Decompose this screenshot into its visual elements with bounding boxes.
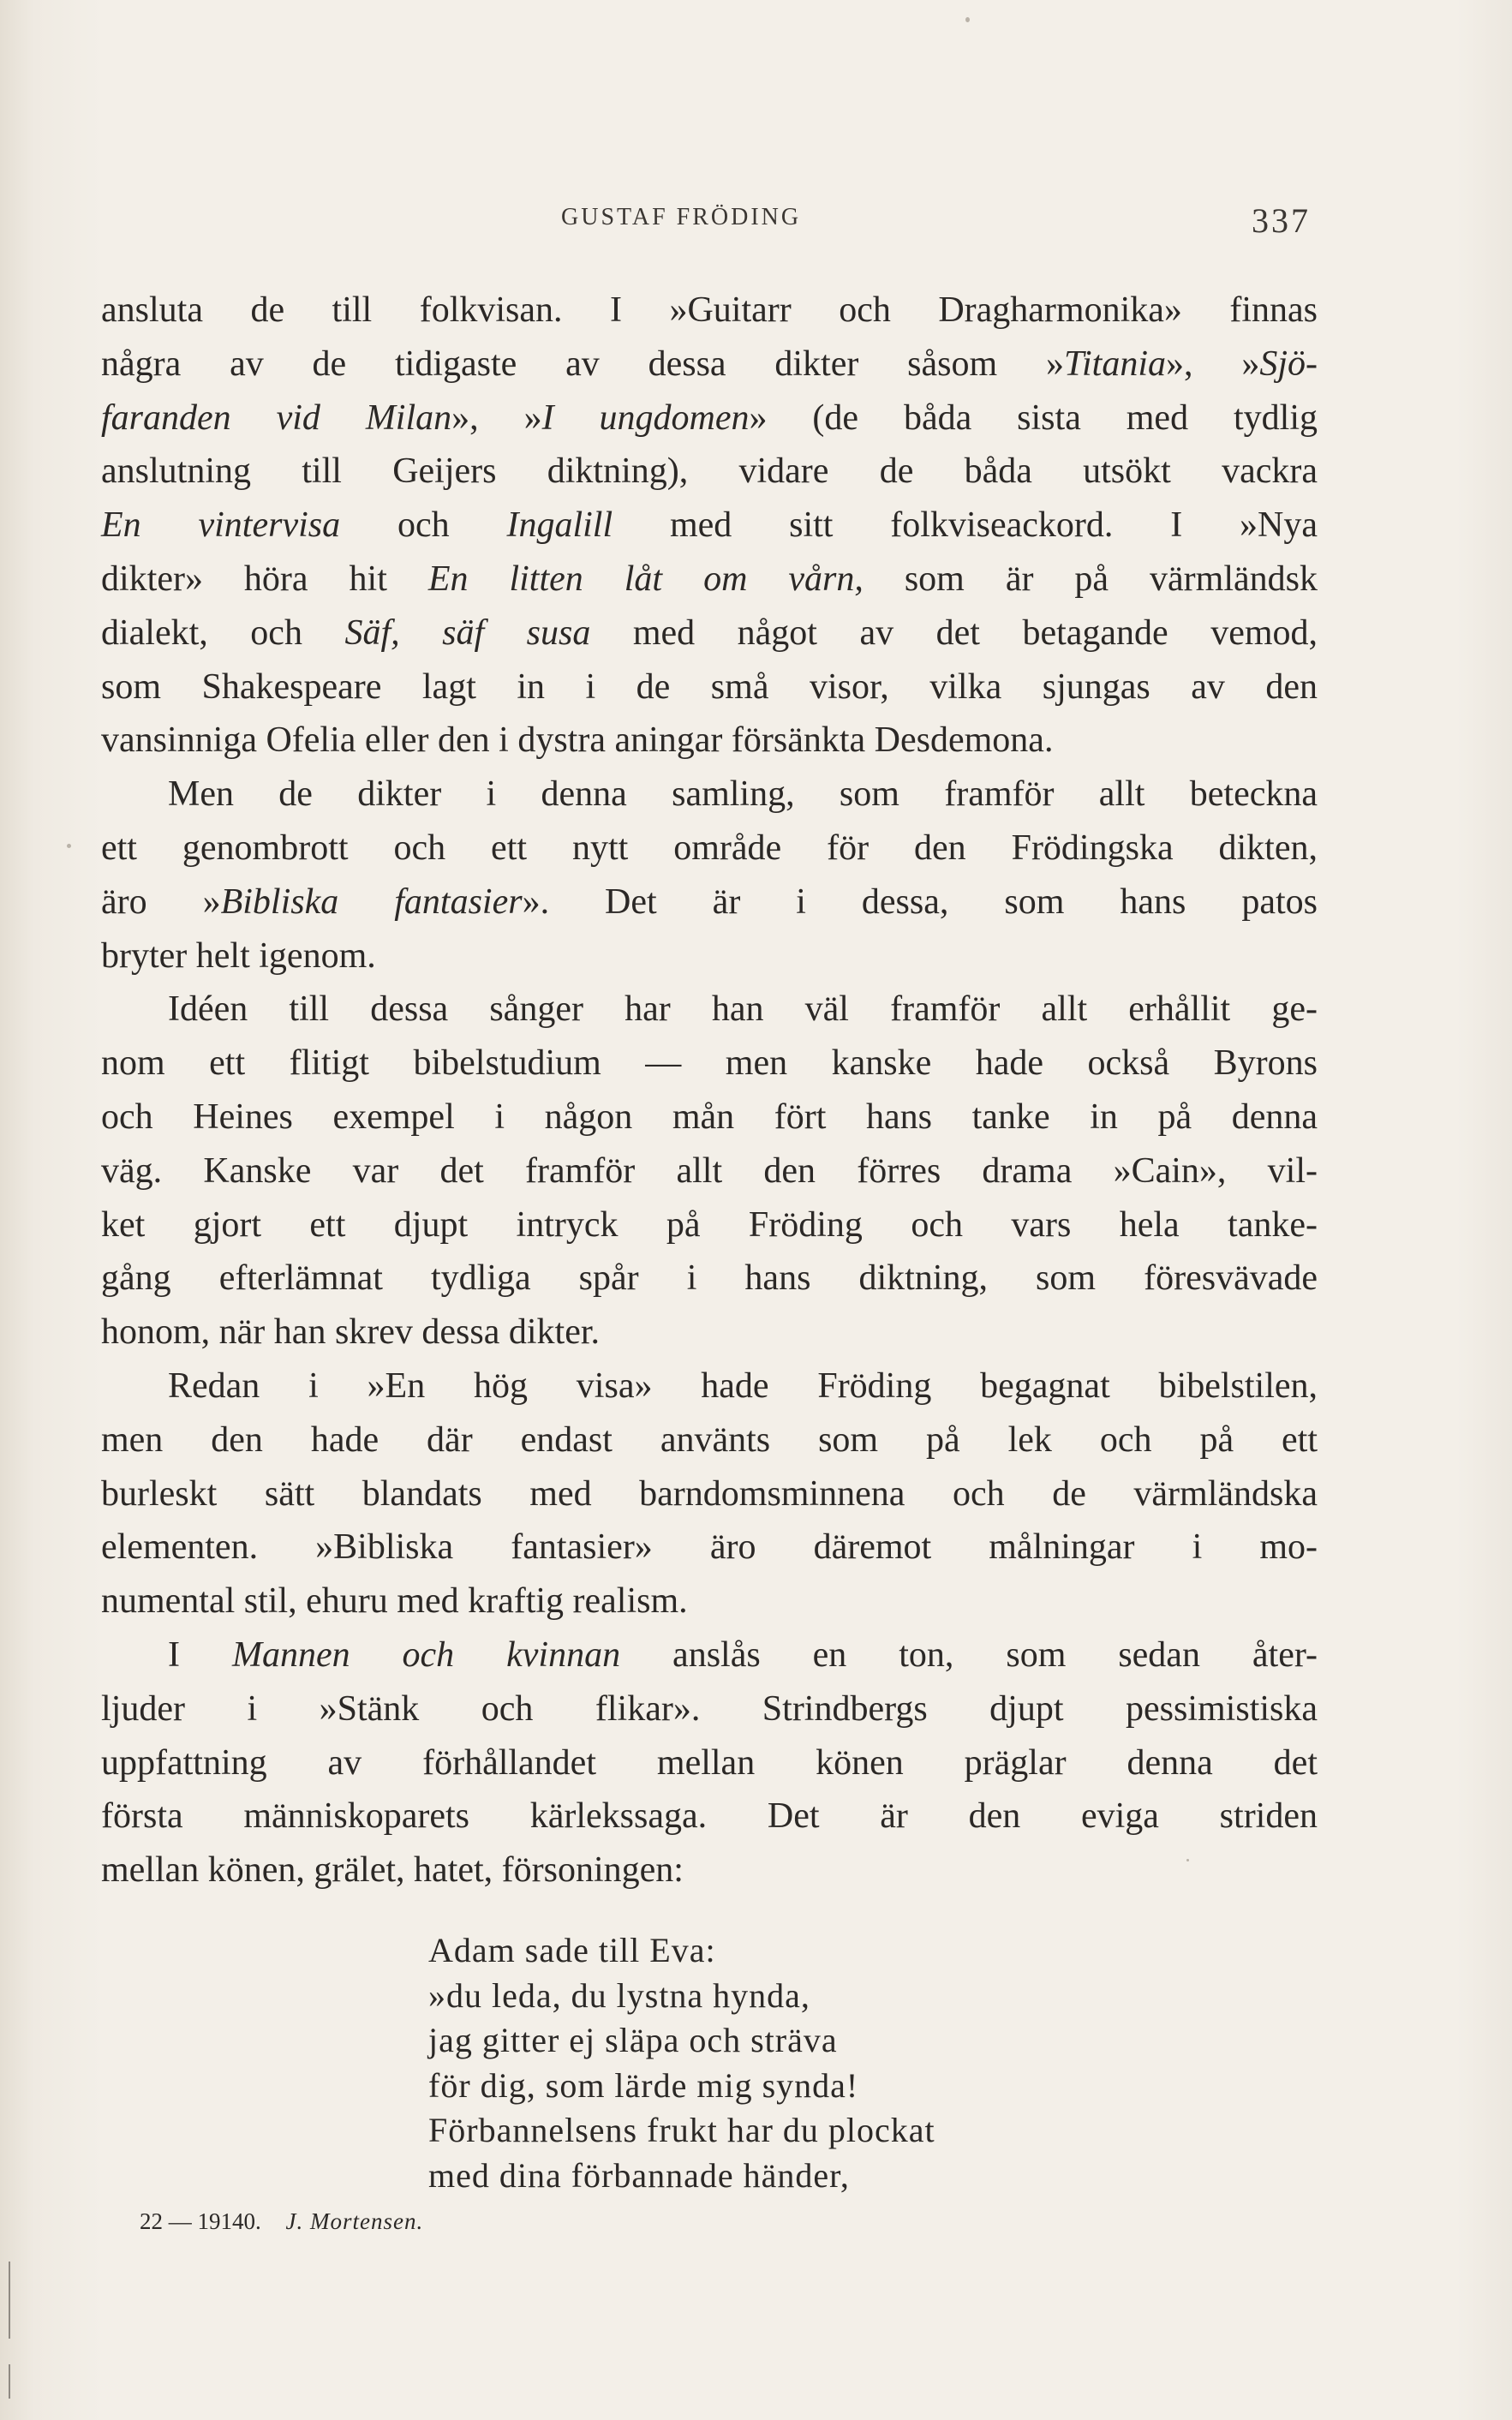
poem-line: för dig, som lärde mig synda!: [428, 2065, 859, 2105]
text-line: numental stil, ehuru med kraftig realism.: [101, 1581, 688, 1622]
text-line: nom ett flitigt bibelstudium — men kanske hade också Byrons: [101, 1043, 1318, 1084]
page-footer: [140, 2208, 423, 2235]
text-line: och Heines exempel i någon mån fört hans tanke in på denna: [101, 1096, 1318, 1137]
text-line: Men de dikter i denna samling, som framför allt beteckna: [168, 774, 1318, 815]
page-header: [557, 201, 1311, 255]
body-text: [101, 284, 1318, 1897]
text-line: väg. Kanske var det framför allt den förres drama »Cain», vil-: [101, 1150, 1318, 1191]
signature-mark: 22 — 19140.: [140, 2208, 261, 2234]
paragraph: [101, 1359, 1318, 1628]
poem-line: Förbannelsens frukt har du plockat: [428, 2111, 935, 2149]
page-number: 337: [1252, 201, 1311, 240]
running-title: GUSTAF FRÖDING: [561, 204, 802, 230]
text-line: ansluta de till folkvisan. I »Guitarr och Dragharmonika» finnas: [101, 290, 1318, 330]
poem-line: Adam sade till Eva:: [428, 1931, 716, 1969]
text-line: anslutning till Geijers diktning), vidare de båda utsökt vackra: [101, 451, 1318, 492]
printer-name: J. Mortensen.: [285, 2208, 424, 2234]
text-line: uppfattning av förhållandet mellan könen präglar denna det: [101, 1742, 1318, 1783]
text-line: som Shakespeare lagt in i de små visor, vilka sjungas av den: [101, 666, 1318, 707]
print-speck: [67, 844, 71, 848]
text-line: En vintervisa och Ingalill med sitt folkviseackord. I »Nya: [101, 505, 1318, 546]
poem-line: med dina förbannade händer,: [428, 2155, 850, 2195]
text-line: Idéen till dessa sånger har han väl framför allt erhållit ge-: [168, 989, 1318, 1030]
paragraph: [101, 1628, 1318, 1897]
text-line: första människoparets kärlekssaga. Det är den eviga striden: [101, 1796, 1318, 1837]
poem-line: »du leda, du lystna hynda,: [428, 1975, 810, 2015]
text-line: vansinniga Ofelia eller den i dystra aningar försänkta Desdemona.: [101, 720, 1054, 761]
text-line: bryter helt igenom.: [101, 935, 376, 976]
poem-line: jag gitter ej släpa och sträva: [428, 2021, 838, 2059]
text-line: några av de tidigaste av dessa dikter såsom »Titania», »Sjö-: [101, 344, 1318, 384]
text-line: dialekt, och Säf, säf susa med något av det betagande vemod,: [101, 612, 1318, 653]
text-line: elementen. »Bibliska fantasier» äro däremot målningar i mo-: [101, 1527, 1318, 1568]
text-line: ket gjort ett djupt intryck på Fröding och vars hela tanke-: [101, 1204, 1318, 1245]
text-line: äro »Bibliska fantasier». Det är i dessa, som hans patos: [101, 881, 1318, 922]
text-line: dikter» höra hit En litten låt om vårn, som är på värmländsk: [101, 559, 1318, 599]
text-line: gång efterlämnat tydliga spår i hans diktning, som föresvävade: [101, 1258, 1318, 1299]
text-line: burleskt sätt blandats med barndomsminnena och de värmländska: [101, 1473, 1318, 1514]
text-line: ljuder i »Stänk och flikar». Strindbergs djupt pessimistiska: [101, 1688, 1318, 1729]
text-line: faranden vid Milan», »I ungdomen» (de båda sista med tydlig: [101, 397, 1318, 438]
page-edge-mark: [9, 2262, 10, 2339]
text-line: I Mannen och kvinnan anslås en ton, som sedan åter-: [168, 1634, 1318, 1675]
paragraph: [101, 284, 1318, 768]
text-line: Redan i »En hög visa» hade Fröding begagnat bibelstilen,: [168, 1365, 1318, 1406]
text-line: men den hade där endast använts som på lek och på ett: [101, 1419, 1318, 1460]
print-speck: [965, 17, 970, 22]
page-edge-mark: [9, 2364, 10, 2399]
paragraph: [101, 983, 1318, 1359]
text-line: ett genombrott och ett nytt område för den Frödingska dikten,: [101, 828, 1318, 868]
text-line: honom, när han skrev dessa dikter.: [101, 1312, 601, 1353]
poem-quote: [428, 1928, 1199, 2198]
paragraph: [101, 768, 1318, 983]
text-line: mellan könen, grälet, hatet, försoningen:: [101, 1850, 684, 1891]
